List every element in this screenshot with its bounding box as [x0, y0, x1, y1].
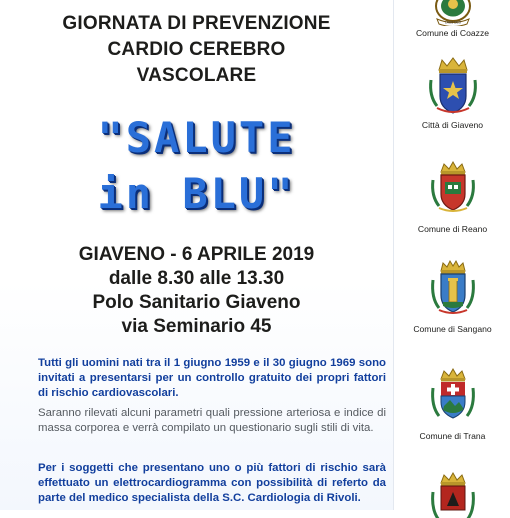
- paragraph-ecg: Per i soggetti che presentano uno o più fattori di rischio sarà effettuato un elettrocardiogramma con possibilità di referto da parte del medico specialista della S.C. Cardiologia di Rivoli.: [38, 462, 386, 504]
- title-line-3: VASCOLARE: [136, 65, 257, 86]
- sangano-crest-icon: [394, 258, 510, 318]
- coazze-crest-icon: [394, 0, 510, 26]
- comune-label-sangano: Comune di Sangano: [413, 324, 492, 334]
- giaveno-crest-icon: [394, 56, 510, 118]
- paragraph-invitation: Tutti gli uomini nati tra il 1 giugno 1959 e il 30 giugno 1969 sono invitati a presentarsi per un controllo gratuito dei propri fattori di rischio cardiovascolari.: [38, 357, 386, 399]
- municipalities-sidebar: [393, 0, 510, 510]
- comune-label-trana: Comune di Trana: [419, 431, 486, 441]
- headline-in-blu: in BLU": [97, 169, 296, 218]
- sixth-crest-icon: [394, 470, 510, 518]
- trana-crest-icon: [394, 366, 510, 424]
- title-line-2: CARDIO CEREBRO: [107, 39, 286, 60]
- event-address: via Seminario 45: [121, 316, 272, 337]
- headline-salute: "SALUTE: [97, 113, 296, 162]
- comune-label-giaveno: Città di Giaveno: [421, 120, 484, 130]
- reano-crest-icon: [394, 160, 510, 216]
- comune-label-reano: Comune di Reano: [417, 224, 488, 234]
- title-line-1: GIORNATA DI PREVENZIONE: [62, 13, 331, 34]
- coazze-motto: LAUS DEO: [444, 20, 461, 25]
- comune-label-coazze: Comune di Coazze: [415, 28, 490, 38]
- event-venue: Polo Sanitario Giaveno: [92, 292, 301, 313]
- event-place-date: GIAVENO - 6 APRILE 2019: [78, 244, 315, 265]
- paragraph-parameters: Saranno rilevati alcuni parametri quali pressione arteriosa e indice di massa corporea e verrà compilato un questionario sugli stili di vita.: [38, 407, 386, 434]
- event-time: dalle 8.30 alle 13.30: [108, 268, 285, 289]
